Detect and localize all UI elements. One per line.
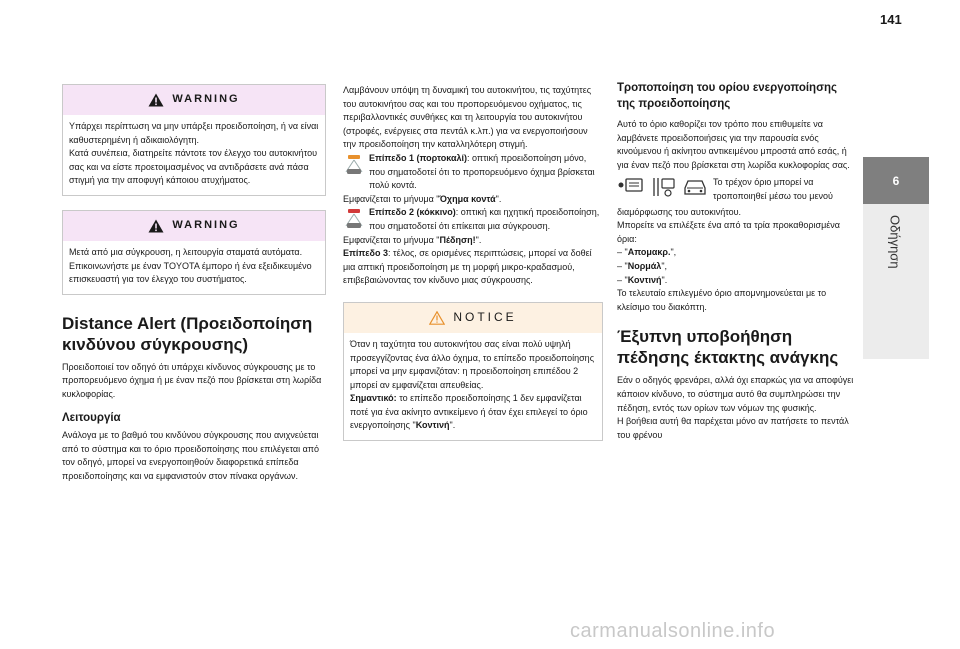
list-item: – "Απομακρ.",	[617, 247, 677, 258]
warning-text: Κατά συνέπεια, διατηρείτε πάντοτε τον έλεγχο του αυτοκινήτου σας και να είστε προετοιμασμένος να αντιδράσετε ανά πάσα στιγμή για την αποφυγή κάποιου ατυχήματος.	[69, 148, 317, 186]
column-3	[617, 80, 857, 442]
level-title: Επίπεδο 3	[343, 248, 389, 259]
notice-title: NOTICE	[453, 310, 517, 325]
collision-alert-orange-icon	[343, 152, 365, 176]
message-value: Πέδηση!	[439, 234, 476, 245]
column-2	[343, 84, 603, 441]
paragraph: Η βοήθεια αυτή θα παρέχεται μόνο αν πατήσετε το πεντάλ του φρένου	[617, 416, 849, 440]
section-heading: Τροποποίηση του ορίου ενεργοποίησης της προειδοποίησης	[617, 82, 837, 110]
warning-text: Μετά από μια σύγκρουση, η λειτουργία σταματά αυτόματα. Επικοινωνήστε με έναν TOYOTA έμπορο ή ένα εξειδικευμένο επισκευαστή για τον έλεγχο του συστήματος.	[69, 246, 312, 285]
vehicle-settings-icon	[649, 176, 677, 198]
level-title: Επίπεδο 1 (πορτοκαλί)	[369, 152, 467, 163]
message-value: Όχημα κοντά	[439, 193, 496, 204]
section-intro: Προειδοποιεί τον οδηγό ότι υπάρχει κίνδυνος σύγκρουσης με το προπορευόμενο όχημα ή με έναν πεζό που βρίσκεται στη λωρίδα κυκλοφορίας.	[62, 361, 322, 399]
warning-header	[63, 211, 325, 241]
level-text: : τέλος, σε ορισμένες περιπτώσεις, μπορεί να δοθεί μια απτική προειδοποίηση με τη μορφή μικρο-κραδασμού, επιβεβαιώνοντας τον κίνδυνο μιας σύγκρουσης.	[343, 248, 592, 286]
chapter-tab[interactable]	[863, 157, 929, 359]
notice-text: Σημαντικό: το επίπεδο προειδοποίησης 1 δεν εμφανίζεται ποτέ για ένα ακίνητο αντικείμενο ή όταν έχει επιλεγεί το όριο ενεργοποίησης "Κοντινή".	[350, 393, 588, 431]
notice-header	[344, 303, 602, 333]
menu-screen-icon	[617, 176, 645, 198]
paragraph: διαμόρφωσης του αυτοκινήτου.	[617, 206, 742, 217]
level-2	[343, 206, 603, 233]
column-1	[62, 70, 326, 484]
level-text: : οπτική και ηχητική προειδοποίηση, που σηματοδοτεί ότι επίκειται μια σύγκρουση.	[369, 207, 600, 231]
car-front-icon	[681, 176, 709, 198]
warning-triangle-icon	[148, 219, 164, 233]
watermark: carmanualsonline.info	[570, 620, 776, 642]
chapter-label: Οδήγηση	[887, 215, 903, 269]
warning-box-2	[62, 210, 326, 295]
paragraph: Μπορείτε να επιλέξετε ένα από τα τρία προκαθορισμένα όρια:	[617, 220, 840, 244]
paragraph: Αυτό το όριο καθορίζει τον τρόπο που επιθυμείτε να λαμβάνετε προειδοποιήσεις για την παρουσία ενός κινούμενου ή ακίνητου αντικειμένου μπροστά από εσάς, ή για έναν πεζό που βρίσκεται στη λωρίδα κυκλοφορίας σας.	[617, 119, 850, 170]
sub-heading: Λειτουργία	[62, 411, 121, 424]
collision-alert-red-icon	[343, 206, 365, 230]
settings-icons-row	[617, 176, 857, 203]
level-text: : οπτική προειδοποίηση μόνο, που σηματοδοτεί ότι το προπορευόμενο όχημα βρίσκεται πολύ κοντά.	[369, 152, 595, 191]
notice-triangle-icon	[429, 311, 445, 325]
paragraph: Εάν ο οδηγός φρενάρει, αλλά όχι επαρκώς για να αποφύγει κάποιον κίνδυνο, το σύστημα αυτό θα συμπληρώσει την πέδηση, εντός των ορίων των νόμων της φυσικής.	[617, 375, 854, 413]
section-heading: Distance Alert (Προειδοποίηση κινδύνου σύγκρουσης)	[62, 313, 313, 354]
page-number: 141	[880, 12, 902, 27]
list-item: – "Κοντινή".	[617, 274, 668, 285]
chapter-number: 6	[863, 157, 929, 204]
warning-title: WARNING	[172, 93, 240, 106]
level-3	[343, 247, 603, 288]
level-1	[343, 152, 603, 193]
notice-text: Όταν η ταχύτητα του αυτοκινήτου σας είναι πολύ υψηλή προσεγγίζοντας ένα άλλο όχημα, το επίπεδο προειδοποίησης μπορεί να μην εμφανιζόταν: η προειδοποίηση επιπέδου 2 μπορεί αν εμφανίζεται απευθείας.	[350, 338, 595, 390]
paragraph: Το τρέχον όριο μπορεί να τροποποιηθεί μέσω του μενού	[713, 177, 833, 201]
level-message: Εμφανίζεται το μήνυμα "Πέδηση!".	[343, 234, 482, 245]
warning-triangle-icon	[148, 93, 164, 107]
warning-header	[63, 85, 325, 115]
level-title: Επίπεδο 2 (κόκκινο)	[369, 207, 456, 218]
threshold-options	[617, 246, 857, 287]
list-item: – "Νορμάλ",	[617, 260, 668, 271]
warning-title: WARNING	[172, 219, 240, 232]
warning-box-1	[62, 84, 326, 196]
sub-text: Ανάλογα με το βαθμό του κινδύνου σύγκρουσης που ανιχνεύεται από το σύστημα και το όριο προειδοποίησης που επιλέγεται από τον οδηγό, μπορεί να ενεργοποιηθούν διαφορετικά επίπεδα προειδοποίησης και να εμφανιστούν στον πίνακα οργάνων.	[62, 430, 320, 481]
warning-text: Υπάρχει περίπτωση να μην υπάρξει προειδοποίηση, ή να είναι καθυστερημένη ή αδικαιολόγητη.	[69, 121, 319, 145]
levels-intro: Λαμβάνουν υπόψη τη δυναμική του αυτοκινήτου, τις ταχύτητες του αυτοκινήτου σας και του προπορευόμενου οχήματος, τις περιβαλλοντικές συνθήκες και τη λειτουργία του αυτοκινήτου (στροφές, ενέργειες στα πεντάλ κ.λπ.) για να ενεργοποιήσουν την προειδοποίηση την καταλληλότερη στιγμή.	[343, 85, 592, 150]
notice-box	[343, 302, 603, 441]
level-message: Εμφανίζεται το μήνυμα "Όχημα κοντά".	[343, 193, 502, 204]
section-heading: Έξυπνη υποβοήθηση πέδησης έκτακτης ανάγκης	[617, 327, 839, 368]
paragraph: Το τελευταίο επιλεγμένο όριο απομνημονεύεται με το κλείσιμο του διακόπτη.	[617, 288, 827, 312]
